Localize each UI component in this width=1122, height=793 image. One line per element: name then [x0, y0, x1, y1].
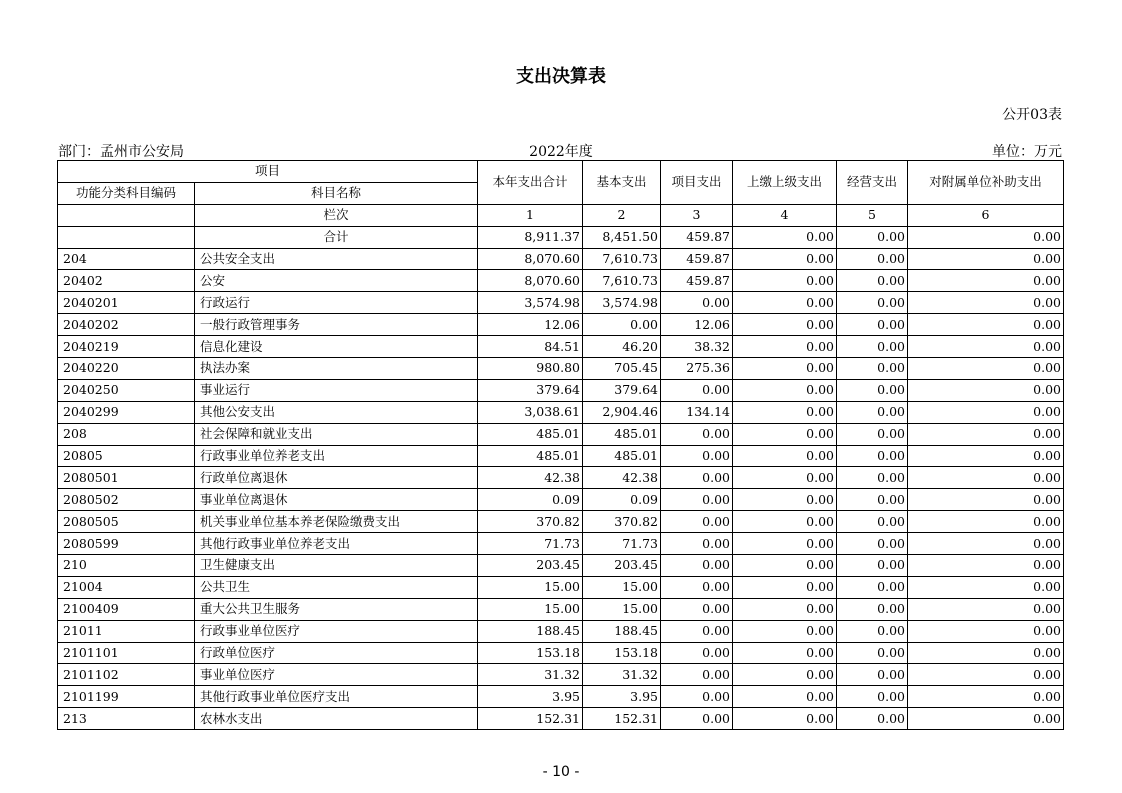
subject-name: 卫生健康支出 — [195, 555, 478, 577]
amount-cell: 15.00 — [478, 598, 583, 620]
amount-cell: 203.45 — [478, 555, 583, 577]
amount-cell: 0.00 — [661, 598, 733, 620]
function-code: 213 — [58, 708, 195, 730]
subject-name: 其他行政事业单位养老支出 — [195, 533, 478, 555]
amount-cell: 152.31 — [583, 708, 661, 730]
amount-cell: 0.00 — [837, 358, 908, 380]
table-row — [58, 533, 1064, 555]
amount-cell: 0.00 — [661, 664, 733, 686]
amount-cell: 0.00 — [661, 620, 733, 642]
amount-cell: 0.00 — [733, 620, 837, 642]
column-number-row — [58, 204, 1064, 226]
amount-cell: 0.00 — [733, 686, 837, 708]
amount-cell: 0.00 — [661, 555, 733, 577]
table-row — [58, 555, 1064, 577]
table-row — [58, 445, 1064, 467]
subject-name: 行政事业单位养老支出 — [195, 445, 478, 467]
table-header — [58, 161, 1064, 205]
amount-cell: 0.00 — [837, 664, 908, 686]
amount-cell: 0.00 — [661, 489, 733, 511]
amount-cell: 152.31 — [478, 708, 583, 730]
amount-cell: 0.00 — [908, 598, 1064, 620]
subject-name: 重大公共卫生服务 — [195, 598, 478, 620]
table-row — [58, 336, 1064, 358]
amount-cell: 0.00 — [837, 423, 908, 445]
amount-cell: 459.87 — [661, 248, 733, 270]
amount-cell: 0.00 — [908, 314, 1064, 336]
amount-cell: 0.00 — [837, 292, 908, 314]
amount-cell: 0.00 — [908, 576, 1064, 598]
amount-cell: 0.00 — [908, 336, 1064, 358]
subject-name: 执法办案 — [195, 358, 478, 380]
function-code: 21011 — [58, 620, 195, 642]
amount-cell: 980.80 — [478, 358, 583, 380]
amount-cell: 12.06 — [661, 314, 733, 336]
amount-cell: 0.00 — [733, 642, 837, 664]
function-code: 2040202 — [58, 314, 195, 336]
table-row — [58, 292, 1064, 314]
fiscal-year: 2022年度 — [529, 144, 593, 160]
subject-name: 行政单位医疗 — [195, 642, 478, 664]
header-code: 功能分类科目编码 — [58, 182, 195, 204]
amount-cell: 0.09 — [478, 489, 583, 511]
amount-cell: 3.95 — [583, 686, 661, 708]
subject-name: 公共卫生 — [195, 576, 478, 598]
table-row — [58, 379, 1064, 401]
table-row — [58, 598, 1064, 620]
amount-cell: 0.00 — [733, 576, 837, 598]
column-number: 5 — [837, 204, 908, 226]
form-number: 公开03表 — [1002, 107, 1062, 123]
amount-cell: 31.32 — [583, 664, 661, 686]
amount-cell: 0.00 — [908, 642, 1064, 664]
amount-cell: 0.00 — [837, 248, 908, 270]
header-name: 科目名称 — [195, 182, 478, 204]
amount-cell: 0.00 — [661, 467, 733, 489]
amount-cell: 0.00 — [908, 708, 1064, 730]
amount-cell: 15.00 — [583, 598, 661, 620]
amount-cell: 275.36 — [661, 358, 733, 380]
amount-cell: 0.00 — [908, 445, 1064, 467]
amount-cell: 188.45 — [583, 620, 661, 642]
amount-cell: 379.64 — [478, 379, 583, 401]
amount-cell: 3,574.98 — [478, 292, 583, 314]
amount-cell: 0.00 — [661, 686, 733, 708]
table-row — [58, 467, 1064, 489]
header-project: 项目支出 — [661, 161, 733, 205]
amount-cell: 8,070.60 — [478, 248, 583, 270]
amount-cell: 31.32 — [478, 664, 583, 686]
amount-cell: 0.00 — [837, 379, 908, 401]
amount-cell: 0.00 — [837, 555, 908, 577]
amount-cell: 0.00 — [733, 445, 837, 467]
amount-cell: 0.00 — [733, 379, 837, 401]
total-label: 合计 — [195, 226, 478, 248]
subject-name: 行政事业单位医疗 — [195, 620, 478, 642]
column-number: 4 — [733, 204, 837, 226]
amount-cell: 153.18 — [478, 642, 583, 664]
amount-cell: 0.00 — [661, 292, 733, 314]
amount-cell: 0.00 — [661, 445, 733, 467]
total-value: 0.00 — [733, 226, 837, 248]
amount-cell: 0.00 — [837, 576, 908, 598]
amount-cell: 153.18 — [583, 642, 661, 664]
subject-name: 农林水支出 — [195, 708, 478, 730]
function-code: 2040201 — [58, 292, 195, 314]
table-row — [58, 314, 1064, 336]
table-body — [58, 204, 1064, 729]
amount-cell: 84.51 — [478, 336, 583, 358]
column-number: 2 — [583, 204, 661, 226]
total-row — [58, 226, 1064, 248]
amount-cell: 370.82 — [583, 511, 661, 533]
amount-cell: 0.00 — [661, 576, 733, 598]
table-row — [58, 489, 1064, 511]
amount-cell: 0.00 — [908, 511, 1064, 533]
amount-cell: 0.00 — [733, 555, 837, 577]
amount-cell: 0.00 — [837, 336, 908, 358]
amount-cell: 0.00 — [733, 292, 837, 314]
function-code: 2080505 — [58, 511, 195, 533]
amount-cell: 0.00 — [583, 314, 661, 336]
function-code: 2101199 — [58, 686, 195, 708]
amount-cell: 7,610.73 — [583, 270, 661, 292]
subject-name: 其他行政事业单位医疗支出 — [195, 686, 478, 708]
amount-cell: 0.00 — [733, 467, 837, 489]
amount-cell: 0.00 — [837, 489, 908, 511]
subject-name: 社会保障和就业支出 — [195, 423, 478, 445]
subject-name: 公共安全支出 — [195, 248, 478, 270]
amount-cell: 0.00 — [837, 445, 908, 467]
column-number: 3 — [661, 204, 733, 226]
amount-cell: 0.00 — [837, 686, 908, 708]
column-number-label: 栏次 — [195, 204, 478, 226]
amount-cell: 7,610.73 — [583, 248, 661, 270]
amount-cell: 8,070.60 — [478, 270, 583, 292]
function-code: 2040219 — [58, 336, 195, 358]
function-code: 208 — [58, 423, 195, 445]
total-value: 459.87 — [661, 226, 733, 248]
function-code: 2080599 — [58, 533, 195, 555]
amount-cell: 71.73 — [478, 533, 583, 555]
function-code: 20805 — [58, 445, 195, 467]
amount-cell: 0.00 — [733, 336, 837, 358]
header-upper: 上缴上级支出 — [733, 161, 837, 205]
amount-cell: 188.45 — [478, 620, 583, 642]
function-code: 204 — [58, 248, 195, 270]
amount-cell: 3,038.61 — [478, 401, 583, 423]
amount-cell: 38.32 — [661, 336, 733, 358]
amount-cell: 0.00 — [733, 489, 837, 511]
table-row — [58, 664, 1064, 686]
amount-cell: 0.00 — [837, 511, 908, 533]
amount-cell: 12.06 — [478, 314, 583, 336]
function-code: 210 — [58, 555, 195, 577]
table-row — [58, 248, 1064, 270]
subject-name: 行政运行 — [195, 292, 478, 314]
amount-cell: 0.00 — [908, 620, 1064, 642]
subject-name: 事业运行 — [195, 379, 478, 401]
amount-cell: 0.00 — [908, 248, 1064, 270]
amount-cell: 3.95 — [478, 686, 583, 708]
amount-cell: 0.00 — [661, 642, 733, 664]
amount-cell: 0.00 — [733, 358, 837, 380]
subject-name: 一般行政管理事务 — [195, 314, 478, 336]
amount-cell: 0.00 — [837, 708, 908, 730]
table-row — [58, 576, 1064, 598]
table-row — [58, 423, 1064, 445]
table-row — [58, 401, 1064, 423]
amount-cell: 15.00 — [478, 576, 583, 598]
empty-cell — [58, 226, 195, 248]
total-value: 8,911.37 — [478, 226, 583, 248]
header-item: 项目 — [58, 161, 478, 183]
function-code: 2040250 — [58, 379, 195, 401]
amount-cell: 0.00 — [908, 533, 1064, 555]
table-row — [58, 686, 1064, 708]
function-code: 20402 — [58, 270, 195, 292]
total-value: 0.00 — [908, 226, 1064, 248]
amount-cell: 0.00 — [908, 467, 1064, 489]
amount-cell: 71.73 — [583, 533, 661, 555]
amount-cell: 0.00 — [837, 598, 908, 620]
department-label: 部门：孟州市公安局 — [58, 144, 184, 160]
amount-cell: 0.00 — [837, 270, 908, 292]
amount-cell: 0.00 — [908, 292, 1064, 314]
subject-name: 事业单位医疗 — [195, 664, 478, 686]
total-value: 0.00 — [837, 226, 908, 248]
unit-label: 单位：万元 — [992, 144, 1062, 160]
amount-cell: 0.00 — [661, 511, 733, 533]
page-number: - 10 - — [542, 764, 580, 780]
total-value: 8,451.50 — [583, 226, 661, 248]
subject-name: 其他公安支出 — [195, 401, 478, 423]
amount-cell: 0.00 — [733, 401, 837, 423]
amount-cell: 15.00 — [583, 576, 661, 598]
amount-cell: 370.82 — [478, 511, 583, 533]
amount-cell: 0.00 — [908, 358, 1064, 380]
amount-cell: 42.38 — [583, 467, 661, 489]
table-row — [58, 642, 1064, 664]
amount-cell: 0.00 — [733, 598, 837, 620]
amount-cell: 379.64 — [583, 379, 661, 401]
column-number: 6 — [908, 204, 1064, 226]
table-row — [58, 511, 1064, 533]
amount-cell: 0.00 — [733, 270, 837, 292]
function-code: 2080501 — [58, 467, 195, 489]
function-code: 2040299 — [58, 401, 195, 423]
amount-cell: 0.00 — [733, 423, 837, 445]
amount-cell: 0.00 — [733, 314, 837, 336]
amount-cell: 0.00 — [837, 642, 908, 664]
amount-cell: 0.00 — [837, 533, 908, 555]
amount-cell: 3,574.98 — [583, 292, 661, 314]
amount-cell: 2,904.46 — [583, 401, 661, 423]
amount-cell: 0.00 — [908, 270, 1064, 292]
function-code: 21004 — [58, 576, 195, 598]
amount-cell: 0.00 — [908, 379, 1064, 401]
amount-cell: 0.00 — [837, 401, 908, 423]
amount-cell: 203.45 — [583, 555, 661, 577]
amount-cell: 0.00 — [661, 423, 733, 445]
function-code: 2080502 — [58, 489, 195, 511]
empty-cell — [58, 204, 195, 226]
amount-cell: 134.14 — [661, 401, 733, 423]
subject-name: 行政单位离退休 — [195, 467, 478, 489]
amount-cell: 0.00 — [733, 708, 837, 730]
amount-cell: 0.00 — [908, 686, 1064, 708]
amount-cell: 0.00 — [661, 708, 733, 730]
subject-name: 公安 — [195, 270, 478, 292]
amount-cell: 0.00 — [837, 467, 908, 489]
amount-cell: 42.38 — [478, 467, 583, 489]
table-row — [58, 358, 1064, 380]
header-basic: 基本支出 — [583, 161, 661, 205]
function-code: 2101101 — [58, 642, 195, 664]
amount-cell: 459.87 — [661, 270, 733, 292]
amount-cell: 485.01 — [478, 445, 583, 467]
subject-name: 信息化建设 — [195, 336, 478, 358]
amount-cell: 0.00 — [661, 379, 733, 401]
header-total: 本年支出合计 — [478, 161, 583, 205]
amount-cell: 0.00 — [837, 620, 908, 642]
column-number: 1 — [478, 204, 583, 226]
function-code: 2100409 — [58, 598, 195, 620]
table-row — [58, 270, 1064, 292]
expenditure-table — [57, 160, 1064, 730]
amount-cell: 0.00 — [733, 511, 837, 533]
amount-cell: 485.01 — [583, 423, 661, 445]
amount-cell: 0.00 — [908, 489, 1064, 511]
subject-name: 事业单位离退休 — [195, 489, 478, 511]
amount-cell: 46.20 — [583, 336, 661, 358]
amount-cell: 0.09 — [583, 489, 661, 511]
amount-cell: 0.00 — [908, 423, 1064, 445]
function-code: 2101102 — [58, 664, 195, 686]
amount-cell: 0.00 — [661, 533, 733, 555]
amount-cell: 0.00 — [908, 401, 1064, 423]
table-row — [58, 620, 1064, 642]
amount-cell: 485.01 — [583, 445, 661, 467]
amount-cell: 0.00 — [908, 664, 1064, 686]
header-business: 经营支出 — [837, 161, 908, 205]
function-code: 2040220 — [58, 358, 195, 380]
header-subsidy: 对附属单位补助支出 — [908, 161, 1064, 205]
table-row — [58, 708, 1064, 730]
amount-cell: 0.00 — [837, 314, 908, 336]
amount-cell: 0.00 — [908, 555, 1064, 577]
amount-cell: 485.01 — [478, 423, 583, 445]
subject-name: 机关事业单位基本养老保险缴费支出 — [195, 511, 478, 533]
amount-cell: 0.00 — [733, 664, 837, 686]
amount-cell: 0.00 — [733, 533, 837, 555]
amount-cell: 705.45 — [583, 358, 661, 380]
amount-cell: 0.00 — [733, 248, 837, 270]
report-title: 支出决算表 — [516, 66, 606, 87]
